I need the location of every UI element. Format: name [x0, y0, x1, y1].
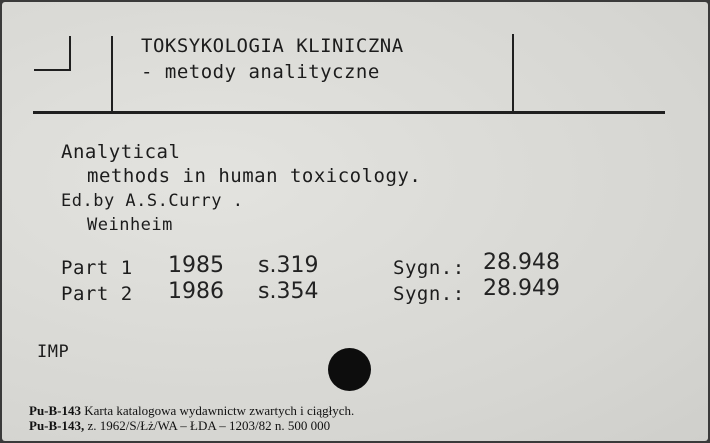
footer-code-2: Pu-B-143, [29, 418, 85, 433]
footer-code-1: Pu-B-143 [29, 403, 81, 418]
footer-line-2 [29, 418, 330, 434]
part-1-label: Part 1 [61, 257, 133, 279]
part-1-sygn: 28.948 [483, 250, 560, 275]
catalog-card [2, 2, 708, 441]
footer-text-1: Karta katalogowa wydawnictw zwartych i ciągłych. [84, 403, 355, 418]
card-title: TOKSYKOLOGIA KLINICZNA [141, 35, 404, 57]
part-2-sygn-label: Sygn.: [393, 283, 465, 305]
part-2-pages: s.354 [258, 279, 319, 304]
footer-line-1 [29, 403, 354, 419]
part-2-label: Part 2 [61, 283, 133, 305]
part-1-year: 1985 [168, 253, 224, 278]
part-1-sygn-label: Sygn.: [393, 257, 465, 279]
part-2-sygn: 28.949 [483, 276, 560, 301]
footer-text-2: z. 1962/S/Łż/WA – ŁDA – 1203/82 n. 500 000 [87, 418, 331, 433]
part-2-year: 1986 [168, 279, 224, 304]
header-right-divider [512, 34, 514, 112]
entry-editor: Ed.by A.S.Curry . [61, 191, 244, 211]
card-subtitle: - metody analityczne [141, 61, 380, 83]
header-baseline [33, 111, 665, 114]
entry-line-2: methods in human toxicology. [87, 165, 422, 187]
part-1-pages: s.319 [258, 253, 319, 278]
entry-place: Weinheim [87, 215, 173, 235]
corner-mark-horizontal [34, 69, 71, 71]
header-left-divider [111, 36, 113, 112]
entry-line-1: Analytical [61, 141, 181, 163]
imp-mark: IMP [37, 342, 70, 362]
punch-hole [328, 348, 371, 391]
corner-mark-vertical [69, 36, 71, 70]
